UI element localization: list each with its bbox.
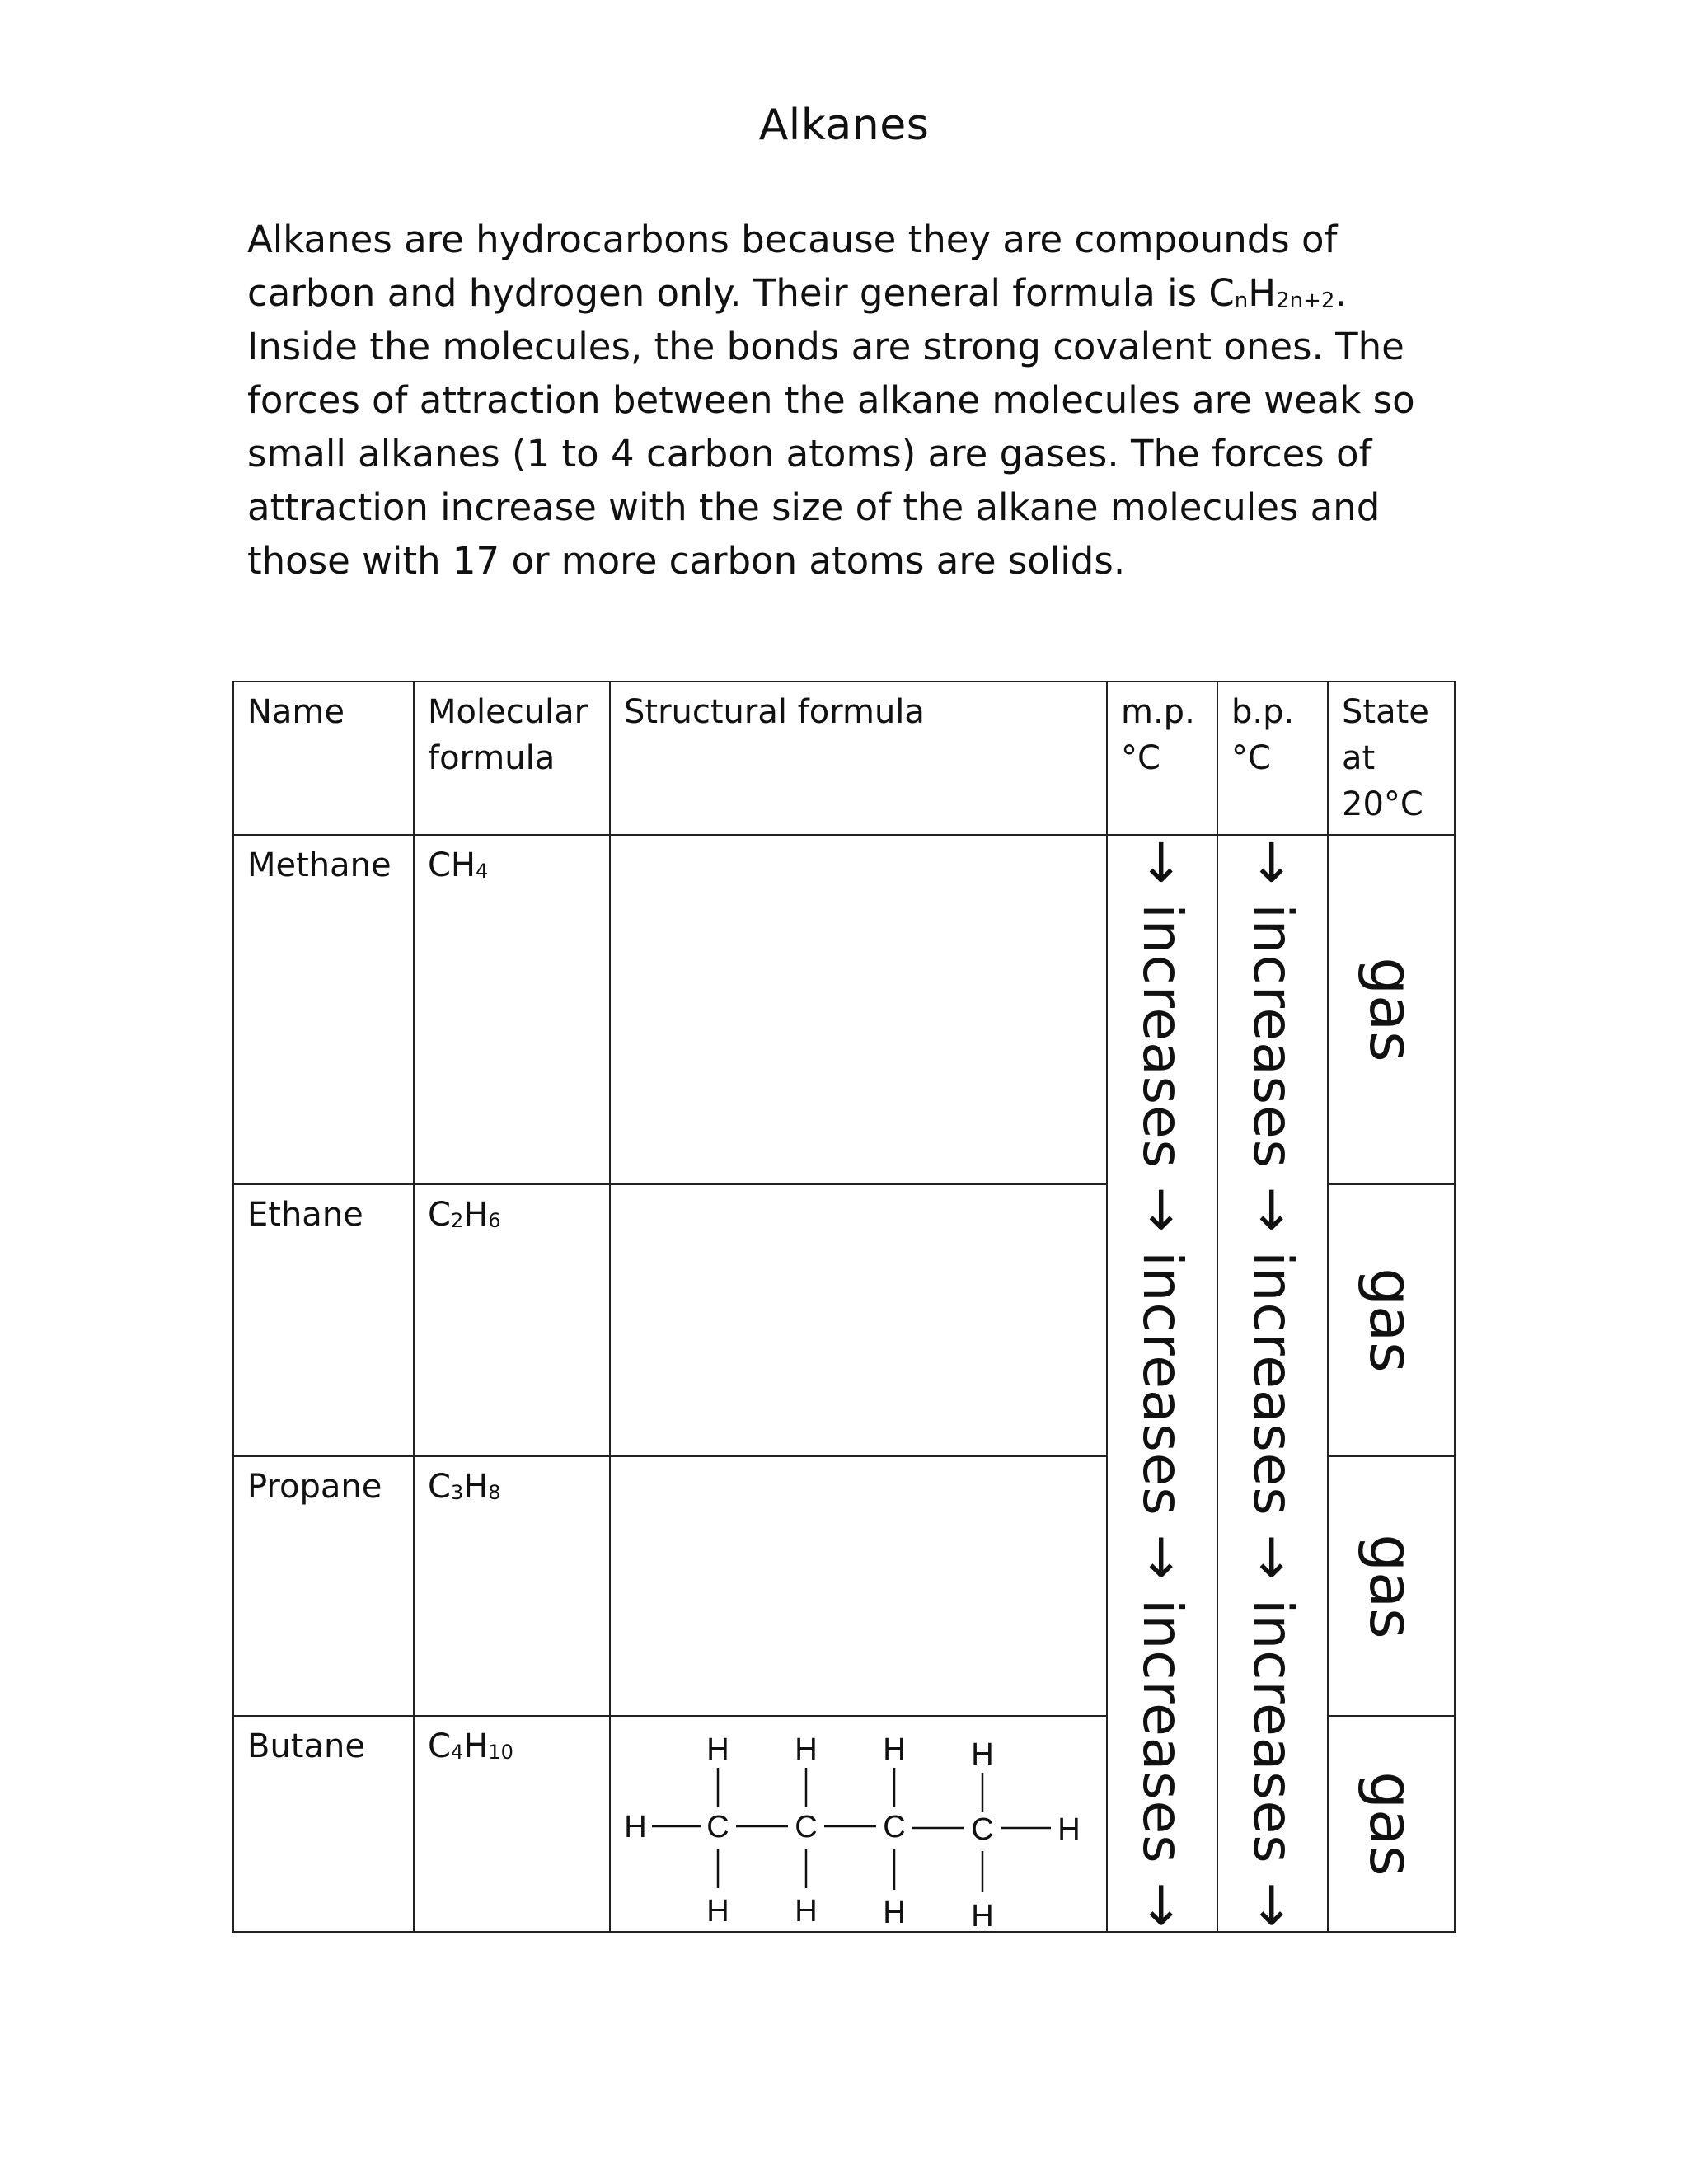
formula-subscript: 4 <box>476 860 489 883</box>
atom-h: H <box>883 1732 906 1767</box>
state-text: gas <box>1357 1771 1426 1877</box>
header-molecular-formula: Molecular formula <box>414 682 610 835</box>
formula-symbol: CH <box>428 846 476 884</box>
cell-state <box>1328 1184 1455 1456</box>
cell-formula <box>414 1456 610 1716</box>
header-state: State at 20°C <box>1328 682 1455 835</box>
header-mp: m.p. °C <box>1107 682 1217 835</box>
state-text: gas <box>1357 1533 1426 1639</box>
atom-c: C <box>883 1810 906 1844</box>
cell-name: Propane <box>233 1456 414 1716</box>
cell-formula <box>414 1184 610 1456</box>
intro-sub-2n2: 2n+2 <box>1276 288 1335 313</box>
table-header-row <box>233 682 1455 835</box>
formula-subscript: 2 <box>450 1209 464 1232</box>
mp-trend-cell <box>1107 835 1217 1932</box>
state-text: gas <box>1357 1268 1426 1373</box>
cell-name: Methane <box>233 835 414 1184</box>
table-row <box>233 835 1455 1184</box>
formula-symbol: H <box>463 1196 489 1234</box>
cell-formula <box>414 1716 610 1932</box>
bp-trend-text: → increases → increases → increases → <box>1241 838 1305 1929</box>
state-text: gas <box>1357 957 1426 1062</box>
atom-h: H <box>971 1737 994 1772</box>
atom-h: H <box>971 1899 994 1933</box>
bp-trend-cell <box>1217 835 1328 1932</box>
alkanes-table <box>232 681 1456 1933</box>
atom-c: C <box>971 1812 994 1847</box>
atom-h: H <box>883 1896 906 1930</box>
formula-subscript: 4 <box>450 1741 464 1764</box>
atom-h: H <box>624 1810 647 1844</box>
butane-structure-cell <box>610 1716 1107 1932</box>
butane-structural-formula <box>611 1717 1105 1933</box>
cell-name: Ethane <box>233 1184 414 1456</box>
mp-trend-text: → increases → increases → increases → <box>1131 838 1194 1929</box>
header-structural-formula: Structural formula <box>610 682 1107 835</box>
intro-text-1: Alkanes are hydrocarbons because they are compounds of carbon and hydrogen only. Their general formula is C <box>247 218 1338 315</box>
formula-symbol: C <box>428 1468 451 1506</box>
formula-subscript: 8 <box>488 1481 501 1504</box>
header-bp: b.p. °C <box>1217 682 1328 835</box>
header-name: Name <box>233 682 414 835</box>
cell-structure <box>610 1184 1107 1456</box>
page-title: Alkanes <box>758 101 930 150</box>
cell-formula <box>414 835 610 1184</box>
atom-h: H <box>706 1732 729 1767</box>
formula-symbol: H <box>463 1468 489 1506</box>
atom-c: C <box>706 1810 729 1844</box>
intro-sub-n: n <box>1234 288 1249 313</box>
cell-state <box>1328 1716 1455 1932</box>
formula-symbol: C <box>428 1196 451 1234</box>
cell-structure <box>610 835 1107 1184</box>
intro-text-2: . Inside the molecules, the bonds are strong covalent ones. The forces of attraction between the alkane molecules are weak so small alkanes (1 to 4 carbon atoms) are gases. The forces of attraction increase with the size of the alkane molecules and those with 17 or more carbon atoms are solids. <box>247 271 1415 583</box>
atom-c: C <box>795 1810 818 1844</box>
atom-h: H <box>706 1894 729 1929</box>
formula-subscript: 3 <box>450 1481 464 1504</box>
atom-h: H <box>795 1732 818 1767</box>
intro-paragraph <box>247 213 1451 588</box>
formula-symbol: H <box>463 1727 489 1765</box>
formula-subscript: 6 <box>488 1209 501 1232</box>
atom-h: H <box>1057 1812 1081 1847</box>
atom-h: H <box>795 1894 818 1929</box>
formula-symbol: C <box>428 1727 451 1765</box>
cell-state <box>1328 835 1455 1184</box>
intro-h: H <box>1248 271 1277 315</box>
cell-name: Butane <box>233 1716 414 1932</box>
cell-state <box>1328 1456 1455 1716</box>
cell-structure <box>610 1456 1107 1716</box>
formula-subscript: 10 <box>488 1741 513 1764</box>
